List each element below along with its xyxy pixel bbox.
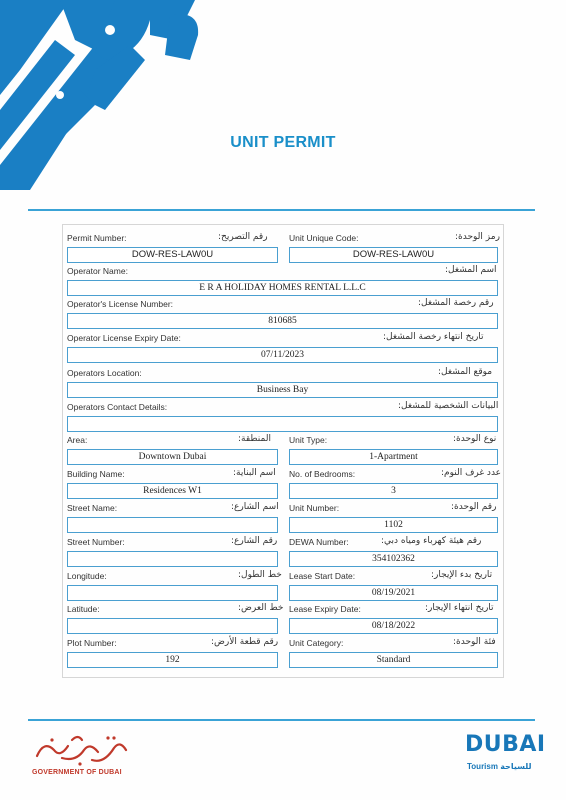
plot-number-label: Plot Number: — [67, 638, 117, 648]
unit-number-label: Unit Number: — [289, 503, 340, 513]
unit-unique-code-field: DOW-RES-LAW0U — [289, 247, 498, 263]
street-number-label: Street Number: — [67, 537, 125, 547]
government-of-dubai-logo — [32, 732, 132, 778]
operators-contact-field — [67, 416, 498, 432]
longitude-label: Longitude: — [67, 571, 107, 581]
dewa-number-label: DEWA Number: — [289, 537, 349, 547]
operators-contact-label: Operators Contact Details: — [67, 402, 168, 412]
operator-license-expiry-label: Operator License Expiry Date: — [67, 333, 181, 343]
top-divider — [28, 209, 535, 211]
dewa-number-field: 354102362 — [289, 551, 498, 567]
operator-license-expiry-field: 07/11/2023 — [67, 347, 498, 363]
permit-number-label: Permit Number: — [67, 233, 127, 243]
tourism-text-ar: للسياحة — [500, 762, 532, 771]
operator-license-number-label-ar: رقم رخصة المشغل: — [418, 298, 494, 308]
operator-name-label-ar: اسم المشغل: — [445, 265, 497, 275]
area-label-ar: المنطقة: — [238, 434, 271, 444]
unit-type-label: Unit Type: — [289, 435, 328, 445]
lease-start-label-ar: تاريخ بدء الإيجار: — [431, 570, 493, 580]
operators-location-label-ar: موقع المشغل: — [438, 367, 493, 377]
building-name-label-ar: اسم البناية: — [233, 468, 276, 478]
building-name-label: Building Name: — [67, 469, 125, 479]
unit-type-field: 1-Apartment — [289, 449, 498, 465]
lease-expiry-field: 08/18/2022 — [289, 618, 498, 634]
permit-number-field: DOW-RES-LAW0U — [67, 247, 278, 263]
page-title: UNIT PERMIT — [230, 134, 336, 151]
plot-number-field: 192 — [67, 652, 278, 668]
operator-name-label: Operator Name: — [67, 266, 128, 276]
dubai-tourism-logo — [465, 732, 545, 778]
permit-number-label-ar: رقم التصريح: — [218, 232, 268, 242]
area-field: Downtown Dubai — [67, 449, 278, 465]
longitude-label-ar: خط الطول: — [238, 570, 282, 580]
government-logo-icon — [0, 0, 200, 190]
bedrooms-field: 3 — [289, 483, 498, 499]
permit-form — [62, 224, 504, 678]
bedrooms-label: No. of Bedrooms: — [289, 469, 356, 479]
bottom-divider — [28, 719, 535, 721]
street-number-field — [67, 551, 278, 567]
latitude-label: Latitude: — [67, 604, 100, 614]
plot-number-label-ar: رقم قطعة الأرض: — [211, 637, 279, 647]
street-name-field — [67, 517, 278, 533]
tourism-text-en: Tourism — [467, 762, 498, 771]
unit-number-field: 1102 — [289, 517, 498, 533]
dubai-wordmark: DUBAI — [465, 732, 546, 757]
unit-category-label-ar: فئة الوحدة: — [453, 637, 496, 647]
street-name-label-ar: اسم الشارع: — [231, 502, 279, 512]
unit-category-field: Standard — [289, 652, 498, 668]
unit-category-label: Unit Category: — [289, 638, 344, 648]
operator-license-expiry-label-ar: تاريخ انتهاء رخصة المشغل: — [383, 332, 484, 342]
lease-expiry-label-ar: تاريخ انتهاء الإيجار: — [425, 603, 494, 613]
operator-license-number-field: 810685 — [67, 313, 498, 329]
operators-location-field: Business Bay — [67, 382, 498, 398]
longitude-field — [67, 585, 278, 601]
street-name-label: Street Name: — [67, 503, 118, 513]
dewa-number-label-ar: رقم هيئة كهرباء ومياه دبي: — [381, 536, 482, 546]
operator-name-field: E R A HOLIDAY HOMES RENTAL L.L.C — [67, 280, 498, 296]
unit-type-label-ar: نوع الوحدة: — [453, 434, 497, 444]
street-number-label-ar: رقم الشارع: — [231, 536, 278, 546]
government-calligraphy-icon — [32, 732, 132, 768]
operator-license-number-label: Operator's License Number: — [67, 299, 174, 309]
unit-unique-code-label: Unit Unique Code: — [289, 233, 359, 243]
building-name-field: Residences W1 — [67, 483, 278, 499]
area-label: Area: — [67, 435, 88, 445]
unit-unique-code-label-ar: رمز الوحدة: — [455, 232, 500, 242]
lease-start-field: 08/19/2021 — [289, 585, 498, 601]
lease-expiry-label: Lease Expiry Date: — [289, 604, 361, 614]
government-of-dubai-text: GOVERNMENT OF DUBAI — [32, 769, 122, 776]
tourism-text — [467, 762, 532, 771]
latitude-label-ar: خط العرض: — [238, 603, 284, 613]
bedrooms-label-ar: عدد غرف النوم: — [441, 468, 502, 478]
latitude-field — [67, 618, 278, 634]
operators-location-label: Operators Location: — [67, 368, 142, 378]
operators-contact-label-ar: البيانات الشخصية للمشغل: — [398, 401, 499, 411]
lease-start-label: Lease Start Date: — [289, 571, 356, 581]
unit-number-label-ar: رقم الوحدة: — [451, 502, 497, 512]
